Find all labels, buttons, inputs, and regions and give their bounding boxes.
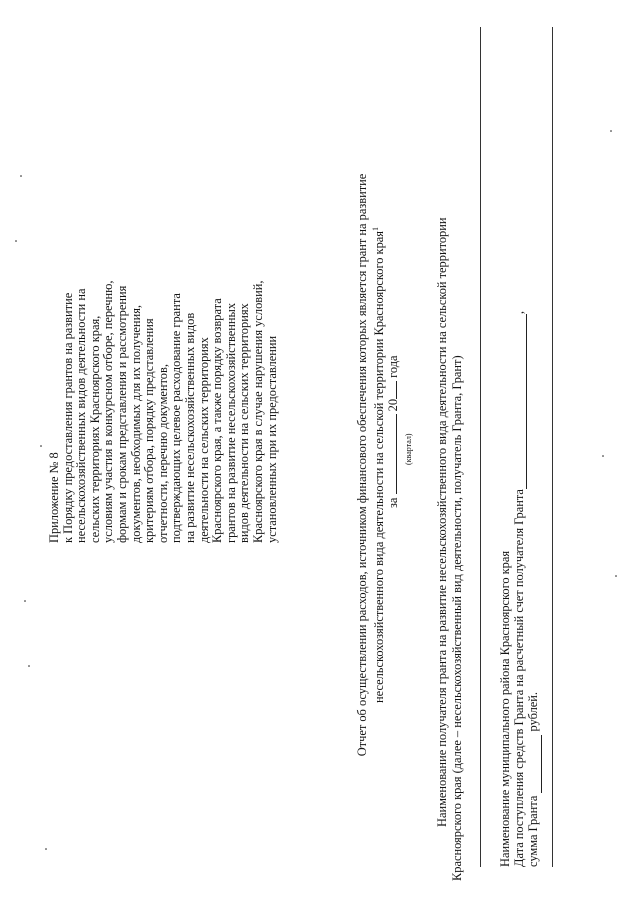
report-title-line-2: несельскохозяйственного вида деятельности на сельской территории Красноярского края$^1$ (371, 226, 387, 703)
appendix-line: документов, необходимых для их получения, (128, 304, 143, 543)
appendix-line: формам и срокам представления и рассмотрения (114, 285, 129, 543)
appendix-header (48, 280, 279, 543)
appendix-line: Красноярского края в случае нарушения условий, (250, 279, 265, 543)
date-blank[interactable] (513, 314, 528, 489)
year-blank[interactable] (385, 380, 397, 398)
appendix-line: установленных при их предоставлении (264, 335, 279, 543)
period-prefix: за (386, 497, 400, 508)
bottom-rule (552, 27, 553, 867)
appendix-line: отчетности, перечню документов, (155, 363, 170, 543)
municipality-row: Наименование муниципального района Красноярского края (498, 550, 512, 867)
recipient-name (435, 41, 464, 881)
footnote-mark: 1 (371, 226, 380, 231)
report-period (385, 355, 401, 508)
year-prefix: 20 (386, 398, 400, 411)
appendix-line: Приложение № 8 (47, 451, 61, 543)
appendix-line: на развитие несельскохозяйственных видов (182, 312, 197, 543)
grant-info (499, 310, 542, 866)
date-row: Дата поступления средств Гранта на расчетный счет получателя Гранта , (511, 310, 526, 867)
appendix-line: Красноярского края, а также порядку возврата (210, 297, 225, 543)
document-page (40, 23, 600, 883)
report-title-line-1: Отчет об осуществлении расходов, источником финансового обеспечения которых является грант на развитие (355, 173, 369, 756)
quarter-caption: (квартал) (404, 432, 413, 465)
quarter-blank[interactable] (385, 414, 397, 494)
recipient-fill-line[interactable] (480, 27, 481, 867)
appendix-line: грантов на развитие несельскохозяйственных (223, 302, 238, 543)
report-title (355, 55, 386, 875)
appendix-line: подтверждающих целевое расходование гранта (169, 292, 184, 543)
appendix-line: видов деятельности на сельских территориях (237, 302, 252, 543)
period-suffix: года (386, 354, 400, 378)
recipient-line-1: Наименование получателя гранта на развитие несельскохозяйственного вида деятельности на сельской территории (435, 217, 449, 827)
appendix-line: сельских территориях Красноярского края, (87, 315, 102, 543)
appendix-line: деятельности на сельских территориях (196, 336, 211, 543)
appendix-line: условиям участия в конкурсном отборе, перечню, (101, 280, 116, 543)
appendix-line: критериям отбора, порядку представления (142, 317, 157, 543)
appendix-line: к Порядку предоставления грантов на развитие (60, 292, 75, 543)
amount-row: сумма Гранта рублей. (526, 691, 541, 867)
amount-blank[interactable] (527, 734, 542, 792)
recipient-line-2: Красноярского края (далее – несельскохозяйственный вид деятельности, получатель Гранта, Грант) (449, 354, 464, 881)
appendix-line: несельскохозяйственных видов деятельности на (74, 287, 89, 543)
